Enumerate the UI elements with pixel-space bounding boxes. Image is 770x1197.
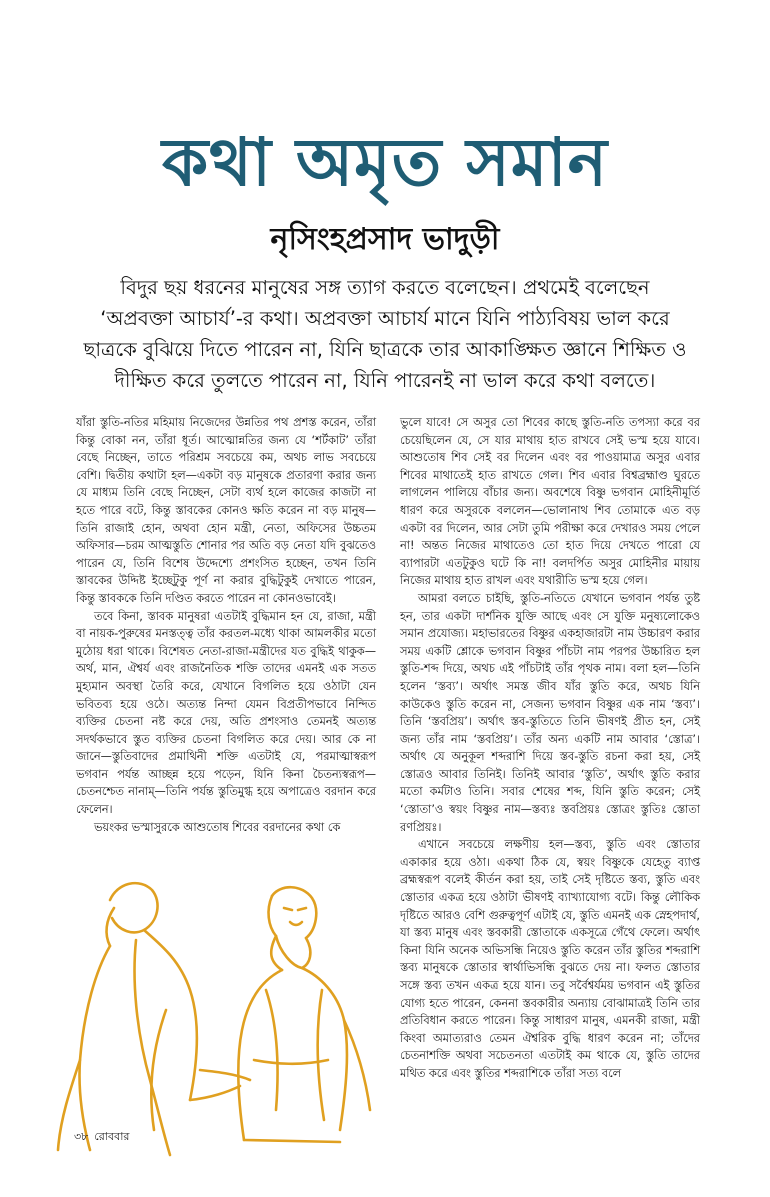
paragraph: ভুলে যাবে! সে অসুর তো শিবের কাছে স্তুতি-নতি তপস্যা করে বর চেয়েছিলেন যে, সে যার মাথায় হাত রাখবে সেই ভস্ম হয়ে যাবে। আশুতোষ শিব সেই বর দিলেন এবং বর পাওয়ামাত্র অসুর এবার শিবের মাথাতেই হাত রাখতে গেল। শিব এবার বিশ্বব্রহ্মাণ্ড ঘুরতে লাগলেন পালিয়ে বাঁচার জন্য। অবশেষে বিষ্ণু ভগবান মোহিনীমূর্তি ধারণ করে অসুরকে বললেন—ভোলানাথ শিব তোমাকে এত বড় একটা বর দিলেন, আর সেটা তুমি পরীক্ষা করে দেখারও সময় পেলে না! অন্তত নিজের মাথাতেও তো হাত দিয়ে দেখতে পারো যে ব্যাপারটা এতটুকুও ঘটে কি না! বলদর্পিত অসুর মোহিনীর মায়ায় নিজের মাথায় হাত রাখল এবং যথারীতি ভস্ম হয়ে গেল। bbox=[400, 416, 700, 588]
intro-line: ছাত্রকে বুঝিয়ে দিতে পারেন না, যিনি ছাত্রকে তার আকাঙ্ক্ষিত জ্ঞানে শিক্ষিত ও bbox=[83, 338, 687, 361]
article-column-right bbox=[400, 414, 700, 1083]
page-number: ৩৮ bbox=[74, 1130, 89, 1143]
author-name: নৃসিংহপ্রসাদ ভাদুড়ী bbox=[270, 222, 500, 257]
magazine-name: রোববার bbox=[94, 1130, 130, 1143]
paragraph: আমরা বলতে চাইছি, স্তুতি-নতিতে যেখানে ভগবান পর্যন্ত তুষ্ট হন, তার একটা দার্শনিক যুক্তি আছে এবং সে যুক্তি মনুষ্যলোকেও সমান প্রযোজ্য। মহাভারতের বিষ্ণুর একহাজারটা নাম উচ্চারণ করার সময় একটি শ্লোকে ভগবান বিষ্ণুর পাঁচটা নাম পরপর উচ্চারিত হল স্তুতি-শব্দ দিয়ে, অথচ এই পাঁচটাই তাঁর পৃথক নাম। বলা হল—তিনি হলেন ‘স্তব্য’। অর্থাৎ সমস্ত জীব যাঁর স্তুতি করে, অথচ যিনি কাউকেও স্তুতি করেন না, সেজন্য ভগবান বিষ্ণুর এক নাম ‘স্তব্য’। তিনি ‘স্তবপ্রিয়’। অর্থাৎ স্তব-স্তুতিতে তিনি ভীষণই প্রীত হন, সেই জন্য তাঁর নাম ‘স্তবপ্রিয়’। তাঁর অন্য একটি নাম আবার ‘স্তোত্র’। অর্থাৎ যে অনুকূল শব্দরাশি দিয়ে স্তব-স্তুতি রচনা করা হয়, সেই স্তোত্রও আবার তিনিই। তিনিই আবার ‘স্তুতি’, অর্থাৎ স্তুতি করার মতো কর্মটাও তিনি। সবার শেষের শব্দ, যিনি স্তুতি করেন; সেই ‘স্তোতা’ও স্বয়ং বিষ্ণুর নাম—স্তব্যঃ স্তবপ্রিয়ঃ স্তোত্রং স্তুতিঃ স্তোতা রণপ্রিয়ঃ। bbox=[400, 591, 700, 834]
intro-blurb bbox=[60, 272, 710, 396]
intro-line: বিদুর ছয় ধরনের মানুষের সঙ্গ ত্যাগ করতে বলেছেন। প্রথমেই বলেছেন bbox=[120, 276, 650, 299]
intro-line: ‘অপ্রবক্তা আচার্য’-র কথা। অপ্রবক্তা আচার্য মানে যিনি পাঠ্যবিষয় ভাল করে bbox=[100, 307, 670, 330]
page-title: কথা অমৃত সমান bbox=[161, 124, 609, 201]
intro-line: দীক্ষিত করে তুলতে পারেন না, যিনি পারেনই না ভাল করে কথা বলতে। bbox=[114, 369, 656, 392]
paragraph: ভয়ংকর ভস্মাসুরকে আশুতোষ শিবের বরদানের কথা কে bbox=[94, 820, 341, 834]
paragraph: তবে কিনা, স্তাবক মানুষরা এতটাই বুদ্ধিমান হন যে, রাজা, মন্ত্রী বা নায়ক-পুরুষের মনস্তত্ত্ব তাঁর করতল-মধ্যে থাকা আমলকীর মতো মুঠোয় ধরা থাকে। বিশেষত নেতা-রাজা-মন্ত্রীদের যত বুদ্ধিই থাকুক—অর্থ, মান, ঐশ্বর্য এবং রাজনৈতিক শক্তি তাদের এমনই এক সতত মুহ্যমান অবস্থা তৈরি করে, যেখানে বিগলিত হয়ে ওঠাটা যেন ভবিতব্য হয়ে ওঠে। অত্যন্ত নিন্দা যেমন বিপ্রতীপভাবে নিন্দিত ব্যক্তির চেতনা নষ্ট করে দেয়, অতি প্রশংসাও তেমনই অত্যন্ত সদর্থকভাবে স্তুত ব্যক্তির চেতনা বিগলিত করে দেয়। আর কে না জানে—স্তুতিবাদের প্রমাথিনী শক্তি এতটাই যে, পরমাত্মাস্বরূপ ভগবান পর্যন্ত আচ্ছন্ন হয়ে পড়েন, যিনি কিনা চৈতন্যস্বরূপ—চেতনশ্চেত নানাম্—তিনি পর্যন্ত স্তুতিমুগ্ধ হয়ে অপাত্রেও বরদান করে ফেলেন। bbox=[76, 609, 376, 817]
page-folio bbox=[74, 1128, 136, 1147]
paragraph: এখানে সবচেয়ে লক্ষণীয় হল—স্তব্য, স্তুতি এবং স্তোতার একাকার হয়ে ওঠা। একথা ঠিক যে, স্বয়ং বিষ্ণুকে যেহেতু ব্যাপ্ত ব্রহ্মস্বরূপ বলেই কীর্তন করা হয়, তাই সেই দৃষ্টিতে স্তব্য, স্তুতি এবং স্তোতার একত্র হয়ে ওঠাটা ভীষণই ব্যাখ্যাযোগ্য বটে। কিন্তু লৌকিক দৃষ্টিতে আরও বেশি গুরুত্বপূর্ণ এটাই যে, স্তুতি এমনই এক স্নেহপদার্থ, যা স্তব্য মানুষ এবং স্তবকারী স্তোতাকে একসূত্রে গেঁথে ফেলে। অর্থাৎ কিনা যিনি অনেক অভিসন্ধি নিয়েও স্তুতি করেন তাঁর স্তুতির শব্দরাশি স্তব্য মানুষকে স্তোতার স্বার্থাভিসন্ধি বুঝতে দেয় না। ফলত স্তোতার সঙ্গে স্তব্য তখন একত্র হয়ে যান। তবু সর্বৈশ্বর্যময় ভগবান এই স্তুতির যোগ্য হতে পারেন, কেননা স্তবকারীর অন্যায় বোঝামাত্রই তিনি তার প্রতিবিধান করতে পারেন। কিন্তু সাধারণ মানুষ, এমনকী রাজা, মন্ত্রী কিংবা অমাত্যরাও তেমন ঐশ্বরিক বুদ্ধি ধারণ করেন না; তাঁদের চেতনাশক্তি অথবা সচেতনতা এতটাই কম থাকে যে, স্তুতি তাদের মথিত করে এবং স্তুতির শব্দরাশিকে তাঁরা সত্য বলে bbox=[400, 838, 700, 1080]
article-column-left bbox=[76, 414, 376, 836]
paragraph: যাঁরা স্তুতি-নতির মহিমায় নিজেদের উন্নতির পথ প্রশস্ত করেন, তাঁরা কিন্তু বোকা নন, তাঁরা ধূর্ত। আত্মোন্নতির জন্য যে ‘শর্টকাট’ তাঁরা বেছে নিচ্ছেন, তাতে পরিশ্রম সবচেয়ে কম, অথচ লাভ সবচেয়ে বেশি। দ্বিতীয় কথাটা হল—একটা বড় মানুষকে প্রতারণা করার জন্য যে মাধ্যম তিনি বেছে নিচ্ছেন, সেটা ব্যর্থ হলে কাজের কাজটা না হতে পারে বটে, কিন্তু স্তাবকের কোনও ক্ষতি করেন না বড় মানুষ—তিনি রাজাই হোন, অথবা হোন মন্ত্রী, নেতা, অফিসের উচ্চতম অফিসার—চরম আত্মস্তুতি শোনার পর অতি বড় নেতা যদি বুঝতেও পারেন যে, তিনি বিশেষ উদ্দেশ্যে প্রশংসিত হচ্ছেন, তখন তিনি স্তাবকের উদ্দিষ্ট ইচ্ছেটুকু পূর্ণ না করার বুদ্ধিটুকুই দেখাতে পারেন, কিন্তু স্তাবককে তিনি দণ্ডিত করতে পারেন না কোনওভাবেই। bbox=[76, 416, 376, 605]
illustration-two-men-icon bbox=[40, 860, 380, 1160]
